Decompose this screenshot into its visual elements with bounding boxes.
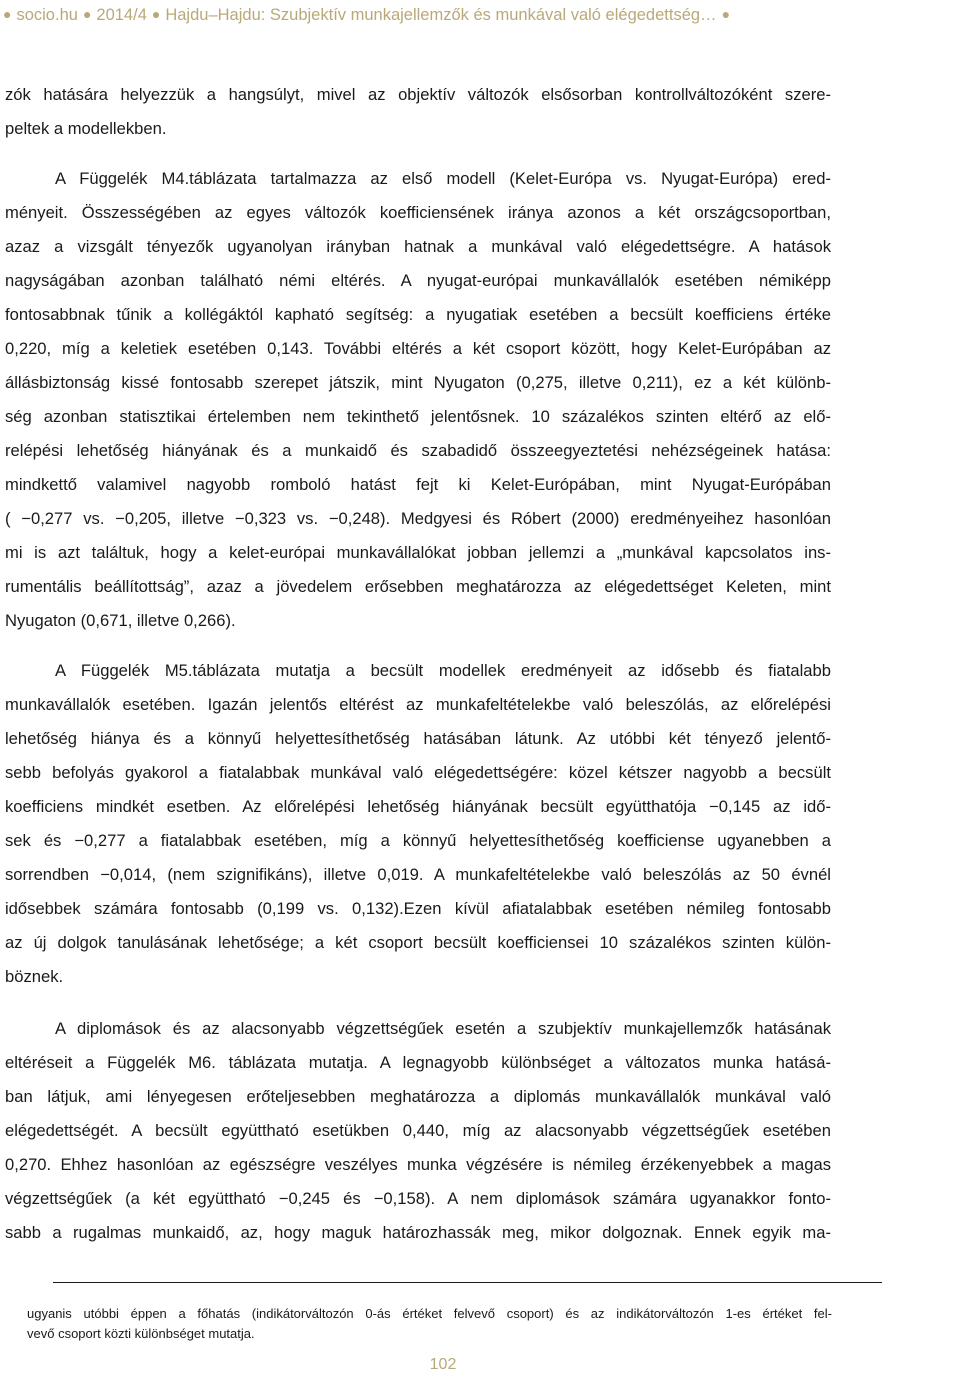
footnote	[27, 1304, 832, 1344]
bullet-icon: ●	[3, 6, 12, 22]
text-line: eltéréseit a Függelék M6. táblázata mutatja. A legnagyobb különbséget a változatos munka hatásá-	[5, 1053, 831, 1072]
text-line: lehetőség hiánya és a könnyű helyettesíthetőség hatásában látunk. Az utóbbi két tényező jelentő-	[5, 729, 831, 748]
text-line: idősebbek számára fontosabb (0,199 vs. 0,132).Ezen kívül afiatalabbak esetében némileg fontosabb	[5, 899, 831, 918]
text-line: azaz a vizsgált tényezők ugyanolyan irányban hatnak a munkával való elégedettségre. A hatások	[5, 237, 831, 256]
paragraph	[5, 78, 831, 146]
text-line: sorrendben −0,014, (nem szignifikáns), illetve 0,019. A munkafeltételekbe való beleszólás az 50 évnél	[5, 865, 831, 884]
text-line: sebb befolyás gyakorol a fiatalabbak munkával való elégedettségére: közel kétszer nagyobb a becsült	[5, 763, 831, 782]
text-line: relépési lehetőség hiányának és a munkaidő és szabadidő összeegyeztetési nehézségeinek hatása:	[5, 441, 831, 460]
text-line: A Függelék M4.táblázata tartalmazza az első modell (Kelet-Európa vs. Nyugat-Európa) ered-	[55, 169, 831, 188]
paragraph	[5, 654, 831, 994]
text-line: mi is azt találtuk, hogy a kelet-európai munkavállalókat jobban jellemzi a „munkával kapcsolatos ins-	[5, 543, 831, 562]
text-line: ( −0,277 vs. −0,205, illetve −0,323 vs. −0,248). Medgyesi és Róbert (2000) eredményeihez hasonlóan	[5, 509, 831, 528]
text-line: ményeit. Összességében az egyes változók koefficiensének iránya azonos a két országcsoportban,	[5, 203, 831, 222]
running-header	[0, 0, 960, 30]
header-issue: 2014/4	[96, 5, 147, 24]
text-line: elégedettségét. A becsült együttható esetükben 0,440, míg az alacsonyabb végzettségűek esetében	[5, 1121, 831, 1140]
text-line: ban látjuk, ami lényegesen erőteljesebben meghatározza a diplomás munkavállalók munkával való	[5, 1087, 831, 1106]
paragraph	[5, 1012, 831, 1250]
header-site[interactable]: socio.hu	[16, 5, 78, 24]
text-line: nagyságában azonban található némi eltérés. A nyugat-európai munkavállalók esetében némiképp	[5, 271, 831, 290]
text-line: mindkettő valamivel nagyobb romboló hatást fejt ki Kelet-Európában, mint Nyugat-Európában	[5, 475, 831, 494]
footnote-line: vevő csoport közti különbséget mutatja.	[27, 1326, 255, 1341]
bullet-icon: ●	[151, 6, 161, 22]
text-line: munkavállalók esetében. Igazán jelentős eltérést az munkafeltételekbe való beleszólás, az előrelépési	[5, 695, 831, 714]
text-line: zók hatására helyezzük a hangsúlyt, mivel az objektív változók elsősorban kontrollváltozóként szere-	[5, 85, 831, 104]
text-line: 0,220, míg a keletiek esetében 0,143. További eltérés a két csoport között, hogy Kelet-Európában az	[5, 339, 831, 358]
bullet-icon: ●	[721, 6, 731, 22]
text-line: peltek a modellekben.	[5, 119, 167, 138]
text-line: ség azonban statisztikai értelemben nem tekinthető jelentősnek. 10 százalékos szinten eltérő az elő-	[5, 407, 831, 426]
footnote-divider	[53, 1282, 882, 1283]
text-line: koefficiens mindkét esetben. Az előrelépési lehetőség hiányának becsült együtthatója −0,145 az idő-	[5, 797, 831, 816]
text-line: sabb a rugalmas munkaidő, az, hogy maguk határozhassák meg, mikor dolgoznak. Ennek egyik ma-	[5, 1223, 831, 1242]
text-line: állásbiztonság kissé fontosabb szerepet játszik, mint Nyugaton (0,275, illetve 0,211), ez a két különb-	[5, 373, 831, 392]
header-title: Hajdu–Hajdu: Szubjektív munkajellemzők és munkával való elégedettség…	[165, 5, 717, 24]
text-line: 0,270. Ehhez hasonlóan az egészségre veszélyes munka végzésére is némileg érzékenyebbek a magas	[5, 1155, 831, 1174]
text-line: rumentális beállítottság”, azaz a jövedelem erősebben meghatározza az elégedettséget Keleten, mint	[5, 577, 831, 596]
body-text	[5, 78, 831, 1250]
text-line: Nyugaton (0,671, illetve 0,266).	[5, 611, 236, 630]
paragraph	[5, 162, 831, 638]
text-line: A Függelék M5.táblázata mutatja a becsült modellek eredményeit az idősebb és fiatalabb	[55, 661, 831, 680]
text-line: sek és −0,277 a fiatalabbak esetében, míg a könnyű helyettesíthetőség koefficiense ugyanebben a	[5, 831, 831, 850]
text-line: végzettségűek (a két együttható −0,245 és −0,158). A nem diplomások számára ugyanakkor fonto-	[5, 1189, 831, 1208]
footnote-line: ugyanis utóbbi éppen a főhatás (indikátorváltozón 0-ás értéket felvevő csoport) és az indikátorváltozón 1-es értéket fel-	[27, 1306, 832, 1321]
text-line: A diplomások és az alacsonyabb végzettségűek esetén a szubjektív munkajellemzők hatásának	[55, 1019, 831, 1038]
text-line: fontosabbnak tűnik a kollégáktól kapható segítség: a nyugatiak esetében a becsült koefficiens értéke	[5, 305, 831, 324]
text-line: böznek.	[5, 967, 64, 986]
page-number: 102	[429, 1356, 457, 1373]
text-line: az új dolgok tanulásának lehetősége; a két csoport becsült koefficiensei 10 százalékos szinten külön-	[5, 933, 831, 952]
bullet-icon: ●	[82, 6, 92, 22]
